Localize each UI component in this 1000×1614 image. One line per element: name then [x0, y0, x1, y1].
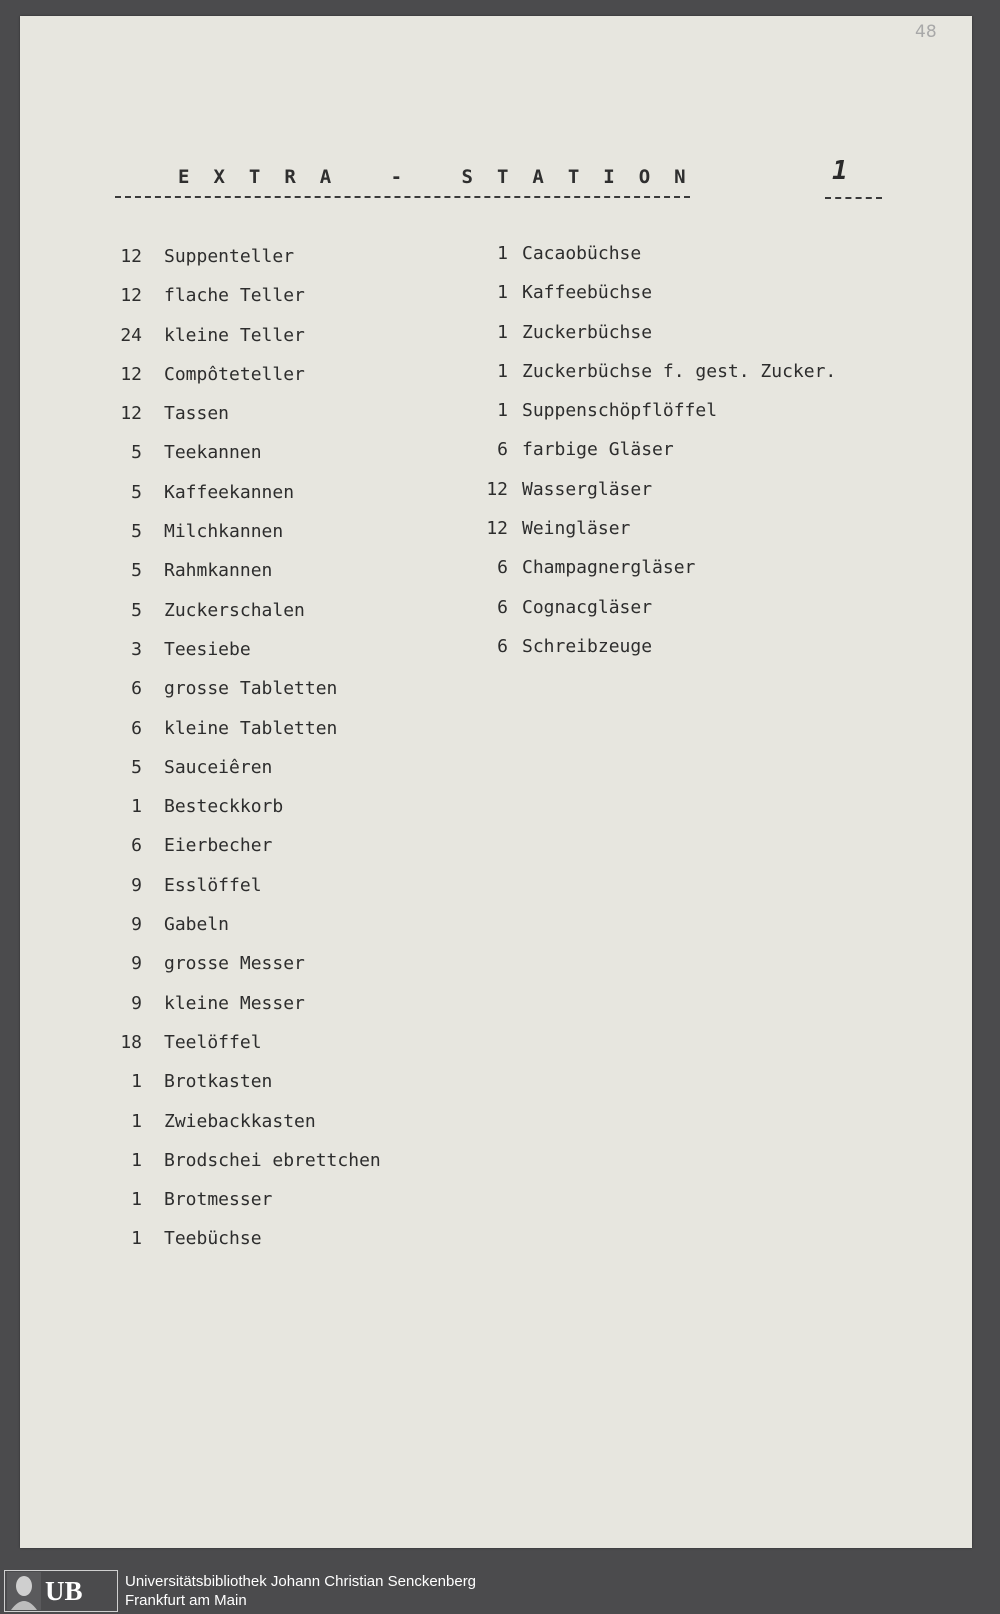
item-name: Teelöffel	[164, 1031, 262, 1053]
item-quantity: 12	[120, 246, 142, 267]
list-item	[116, 1111, 381, 1150]
list-item	[478, 361, 836, 400]
item-quantity: 1	[497, 400, 508, 422]
item-name: Suppenteller	[164, 246, 295, 267]
list-item	[116, 953, 381, 992]
item-quantity: 6	[497, 439, 508, 461]
list-item	[116, 718, 381, 757]
item-name: Kaffeebüchse	[522, 282, 653, 304]
item-name: Milchkannen	[164, 521, 284, 543]
list-item	[116, 442, 381, 481]
item-name: kleine Teller	[164, 324, 305, 346]
list-item	[116, 757, 381, 796]
item-quantity: 12	[486, 518, 508, 540]
list-item	[116, 993, 381, 1032]
item-name: grosse Tabletten	[164, 678, 338, 700]
list-item	[116, 639, 381, 678]
list-item	[116, 1228, 381, 1267]
item-name: Teesiebe	[164, 638, 251, 660]
item-name: farbige Gläser	[522, 439, 674, 461]
title-underline	[115, 196, 690, 198]
item-name: flache Teller	[164, 285, 305, 307]
item-name: Cognacgläser	[522, 596, 653, 618]
list-item	[478, 243, 836, 282]
list-item	[116, 482, 381, 521]
item-quantity: 3	[131, 638, 142, 660]
item-name: Suppenschöpflöffel	[522, 400, 718, 422]
item-name: grosse Messer	[164, 953, 305, 975]
item-quantity: 1	[131, 1149, 142, 1171]
list-item	[116, 1189, 381, 1228]
list-item	[116, 364, 381, 403]
left-item-list	[116, 246, 381, 1268]
item-quantity: 6	[497, 557, 508, 579]
item-quantity: 1	[131, 1110, 142, 1132]
list-item	[478, 597, 836, 636]
item-quantity: 6	[497, 596, 508, 618]
list-item	[116, 914, 381, 953]
item-quantity: 12	[120, 403, 142, 425]
item-name: Eierbecher	[164, 835, 273, 857]
ub-logo[interactable]	[4, 1570, 118, 1612]
page-title: EXTRA - STATION	[178, 166, 710, 188]
item-name: Zwiebackkasten	[164, 1110, 316, 1132]
item-quantity: 5	[131, 560, 142, 582]
right-item-list	[478, 243, 836, 675]
item-name: Zuckerbüchse	[522, 321, 653, 343]
item-quantity: 1	[497, 321, 508, 343]
list-item	[116, 325, 381, 364]
item-quantity: 6	[131, 717, 142, 739]
item-name: Zuckerschalen	[164, 599, 305, 621]
item-quantity: 9	[131, 914, 142, 936]
item-quantity: 9	[131, 874, 142, 896]
list-item	[116, 678, 381, 717]
list-item	[116, 796, 381, 835]
pencil-page-number: 48	[915, 22, 937, 42]
item-name: Kaffeekannen	[164, 481, 295, 503]
item-quantity: 12	[120, 285, 142, 307]
item-quantity: 9	[131, 992, 142, 1014]
item-quantity: 1	[131, 1189, 142, 1211]
item-quantity: 5	[131, 521, 142, 543]
document-page	[20, 16, 972, 1548]
item-name: Cacaobüchse	[522, 243, 642, 264]
library-name[interactable]	[125, 1572, 476, 1610]
item-quantity: 1	[497, 360, 508, 382]
item-quantity: 6	[131, 835, 142, 857]
item-name: Gabeln	[164, 914, 230, 936]
page-number: 1	[832, 156, 848, 186]
item-quantity: 1	[497, 282, 508, 304]
item-quantity: 5	[131, 442, 142, 464]
list-item	[478, 439, 836, 478]
item-quantity: 5	[131, 481, 142, 503]
item-name: Rahmkannen	[164, 560, 273, 582]
list-item	[116, 285, 381, 324]
list-item	[478, 479, 836, 518]
list-item	[478, 322, 836, 361]
item-name: Weingläser	[522, 518, 631, 540]
list-item	[116, 835, 381, 874]
item-quantity: 1	[131, 1228, 142, 1250]
item-quantity: 1	[131, 796, 142, 818]
senckenberg-portrait-icon	[7, 1572, 41, 1610]
list-item	[116, 875, 381, 914]
list-item	[116, 246, 381, 285]
page-number-underline	[825, 197, 882, 199]
list-item	[116, 403, 381, 442]
item-name: Schreibzeuge	[522, 635, 653, 657]
item-quantity: 1	[497, 243, 508, 264]
item-name: Besteckkorb	[164, 796, 284, 818]
list-item	[116, 521, 381, 560]
library-name-line1: Universitätsbibliothek Johann Christian Senckenberg	[125, 1573, 477, 1590]
item-name: Sauceiêren	[164, 756, 273, 778]
item-quantity: 24	[120, 324, 142, 346]
item-name: Brotkasten	[164, 1071, 273, 1093]
item-name: Champagnergläser	[522, 557, 696, 579]
library-name-line2: Frankfurt am Main	[125, 1592, 247, 1609]
item-name: Tassen	[164, 403, 230, 425]
item-quantity: 18	[120, 1031, 142, 1053]
ub-logo-text: UB	[45, 1575, 83, 1606]
item-quantity: 12	[120, 363, 142, 385]
item-name: Teekannen	[164, 442, 262, 464]
item-name: Teebüchse	[164, 1228, 262, 1250]
item-name: Brotmesser	[164, 1189, 273, 1211]
item-quantity: 9	[131, 953, 142, 975]
library-footer	[0, 1566, 1000, 1614]
list-item	[478, 400, 836, 439]
item-name: Compôteteller	[164, 363, 305, 385]
item-quantity: 6	[497, 635, 508, 657]
list-item	[478, 518, 836, 557]
list-item	[478, 636, 836, 675]
item-name: Brodschei ebrettchen	[164, 1149, 381, 1171]
item-name: kleine Messer	[164, 992, 305, 1014]
list-item	[116, 600, 381, 639]
item-quantity: 5	[131, 599, 142, 621]
item-quantity: 6	[131, 678, 142, 700]
item-quantity: 5	[131, 756, 142, 778]
item-quantity: 1	[131, 1071, 142, 1093]
item-quantity: 12	[486, 478, 508, 500]
list-item	[116, 1032, 381, 1071]
item-name: kleine Tabletten	[164, 717, 338, 739]
list-item	[116, 560, 381, 599]
item-name: Zuckerbüchse f. gest. Zucker.	[522, 360, 837, 382]
list-item	[478, 282, 836, 321]
item-name: Wassergläser	[522, 478, 653, 500]
list-item	[116, 1150, 381, 1189]
list-item	[116, 1071, 381, 1110]
item-name: Esslöffel	[164, 874, 262, 896]
list-item	[478, 557, 836, 596]
